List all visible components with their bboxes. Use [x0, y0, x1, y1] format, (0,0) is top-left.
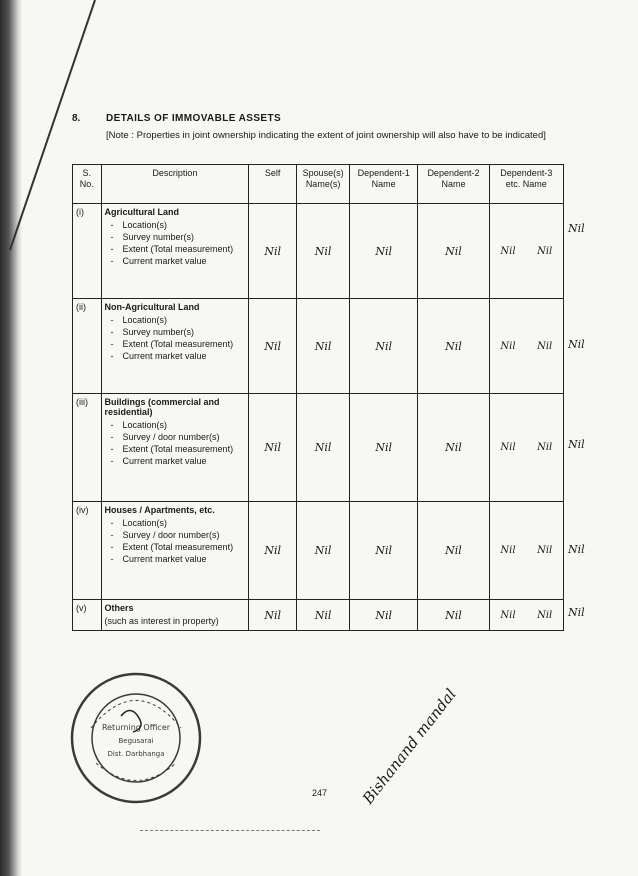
dependent-2-value: Nil	[418, 204, 489, 299]
dependent-3-value	[489, 502, 563, 600]
header-dependent-1: Dependent-1 Name	[350, 165, 418, 204]
header-description: Description	[101, 165, 249, 204]
margin-nil-4: Nil	[568, 543, 585, 556]
row-number: (iv)	[73, 502, 102, 600]
row-description	[101, 299, 249, 394]
svg-text:Bishanand mandal: Bishanand mandal	[358, 685, 460, 808]
description-item: - Location(s)	[111, 419, 246, 431]
dependent-3-value	[489, 394, 563, 502]
self-value: Nil	[249, 394, 297, 502]
self-value: Nil	[249, 204, 297, 299]
description-item: - Extent (Total measurement)	[111, 243, 246, 255]
dependent-3-value-a: Nil	[500, 545, 516, 556]
dependent-3-value-a: Nil	[500, 340, 516, 352]
row-description	[101, 204, 249, 299]
spouse-value: Nil	[297, 204, 350, 299]
dependent-3-value-b: Nil	[537, 340, 553, 352]
svg-text:Returning Officer: Returning Officer	[101, 723, 171, 732]
description-items	[105, 314, 246, 362]
dependent-1-value: Nil	[350, 299, 418, 394]
row-title: Others	[104, 603, 134, 613]
margin-nil-1: Nil	[568, 222, 585, 235]
bottom-dashed-artifact	[140, 830, 320, 831]
description-items	[105, 219, 246, 267]
dependent-3-value-a: Nil	[500, 442, 516, 453]
description-item: - Survey number(s)	[111, 231, 246, 243]
dependent-2-value: Nil	[418, 600, 489, 631]
row-title: Houses / Apartments, etc.	[104, 505, 215, 515]
dependent-3-value-a: Nil	[500, 245, 516, 257]
section-title: DETAILS OF IMMOVABLE ASSETS	[106, 113, 282, 124]
dependent-3-value-b: Nil	[537, 442, 553, 453]
immovable-assets-table	[72, 164, 564, 631]
dependent-3-value	[489, 299, 563, 394]
margin-nil-5: Nil	[568, 606, 585, 619]
section-number: 8.	[72, 113, 81, 124]
row-number: (i)	[73, 204, 102, 299]
table-row	[73, 394, 564, 502]
header-self: Self	[249, 165, 297, 204]
description-item: - Current market value	[111, 350, 246, 362]
spouse-value: Nil	[297, 600, 350, 631]
description-item: (such as interest in property)	[104, 616, 219, 626]
dependent-2-value: Nil	[418, 299, 489, 394]
description-items	[105, 517, 246, 565]
row-title: Non-Agricultural Land	[104, 302, 200, 312]
description-item: - Survey / door number(s)	[111, 529, 246, 541]
header-spouse: Spouse(s) Name(s)	[297, 165, 350, 204]
row-description	[101, 600, 249, 631]
header-dependent-3: Dependent-3 etc. Name	[489, 165, 563, 204]
description-items	[105, 419, 246, 467]
dependent-1-value: Nil	[350, 502, 418, 600]
table-row	[73, 299, 564, 394]
table-row	[73, 600, 564, 631]
official-seal-stamp	[66, 668, 206, 808]
self-value: Nil	[249, 502, 297, 600]
svg-text:Begusarai: Begusarai	[118, 737, 154, 745]
row-title: Agricultural Land	[104, 207, 180, 217]
handwritten-signature	[350, 680, 500, 810]
description-item: - Survey / door number(s)	[111, 431, 246, 443]
dependent-1-value: Nil	[350, 394, 418, 502]
margin-nil-2: Nil	[568, 338, 585, 351]
header-dependent-2: Dependent-2 Name	[418, 165, 489, 204]
description-item: - Survey number(s)	[111, 326, 246, 338]
row-number: (iii)	[73, 394, 102, 502]
description-item: - Extent (Total measurement)	[111, 443, 246, 455]
page-number: 247	[312, 788, 328, 798]
description-item: - Current market value	[111, 455, 246, 467]
dependent-3-value-b: Nil	[537, 245, 553, 257]
self-value: Nil	[249, 600, 297, 631]
dependent-3-value	[489, 204, 563, 299]
description-item: - Location(s)	[111, 314, 246, 326]
table-row	[73, 204, 564, 299]
dependent-3-value-b: Nil	[537, 545, 553, 556]
row-description	[101, 394, 249, 502]
dependent-3-value-b: Nil	[537, 609, 553, 621]
section-note: [Note : Properties in joint ownership indicating the extent of joint ownership will also have to be indicated]	[106, 130, 546, 141]
self-value: Nil	[249, 299, 297, 394]
row-description	[101, 502, 249, 600]
description-item: - Location(s)	[111, 517, 246, 529]
spouse-value: Nil	[297, 502, 350, 600]
dependent-3-value-a: Nil	[500, 609, 516, 621]
spouse-value: Nil	[297, 299, 350, 394]
dependent-2-value: Nil	[418, 502, 489, 600]
svg-text:Dist. Darbhanga: Dist. Darbhanga	[107, 750, 165, 758]
dependent-1-value: Nil	[350, 600, 418, 631]
description-item: - Location(s)	[111, 219, 246, 231]
row-title: Buildings (commercial and residential)	[104, 397, 220, 417]
dependent-1-value: Nil	[350, 204, 418, 299]
margin-nil-3: Nil	[568, 438, 585, 451]
dependent-2-value: Nil	[418, 394, 489, 502]
table-header-row	[73, 165, 564, 204]
description-item: - Current market value	[111, 553, 246, 565]
description-item: - Extent (Total measurement)	[111, 338, 246, 350]
table-row	[73, 502, 564, 600]
header-sno: S. No.	[73, 165, 102, 204]
dependent-3-value	[489, 600, 563, 631]
description-item: - Current market value	[111, 255, 246, 267]
row-number: (v)	[73, 600, 102, 631]
description-items	[105, 615, 246, 627]
spouse-value: Nil	[297, 394, 350, 502]
row-number: (ii)	[73, 299, 102, 394]
description-item: - Extent (Total measurement)	[111, 541, 246, 553]
